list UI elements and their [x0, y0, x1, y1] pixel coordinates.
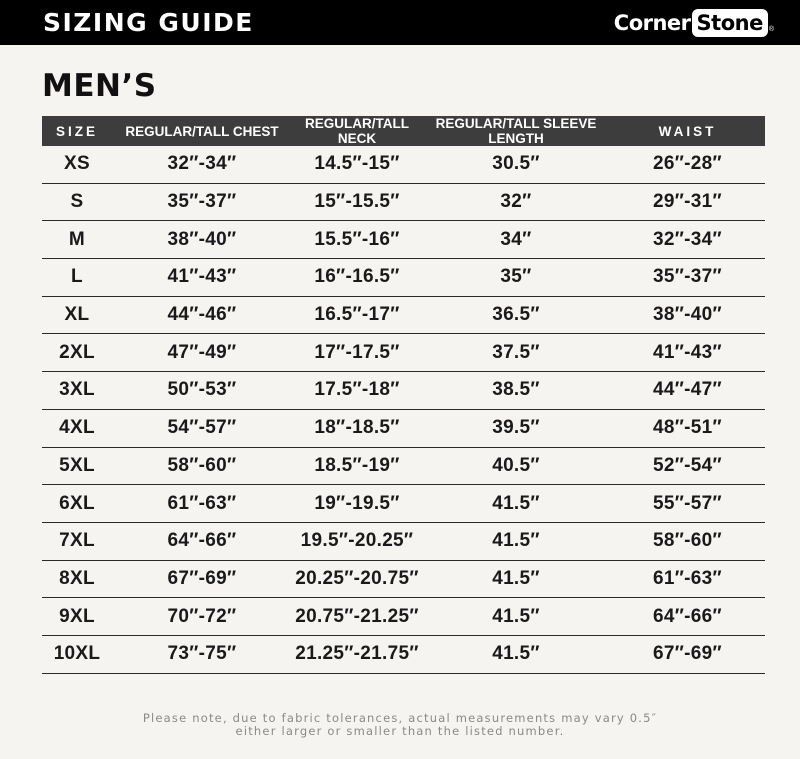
table-row	[42, 372, 765, 410]
cell-neck: 20.75″-21.25″	[292, 598, 422, 636]
cell-chest: 73″-75″	[112, 635, 292, 673]
cell-size: 4XL	[42, 409, 112, 447]
table-row	[42, 183, 765, 221]
cell-neck: 15.5″-16″	[292, 221, 422, 259]
cell-size: 6XL	[42, 485, 112, 523]
cell-chest: 64″-66″	[112, 522, 292, 560]
cell-chest: 54″-57″	[112, 409, 292, 447]
cell-sleeve: 40.5″	[422, 447, 610, 485]
table-row	[42, 334, 765, 372]
table-row	[42, 635, 765, 673]
cell-size: L	[42, 259, 112, 297]
cell-neck: 16.5″-17″	[292, 296, 422, 334]
registered-mark: ®	[768, 26, 774, 33]
column-header-chest: REGULAR/TALL CHEST	[125, 123, 279, 139]
cell-waist: 52″-54″	[610, 447, 765, 485]
cell-waist: 58″-60″	[610, 522, 765, 560]
cell-waist: 41″-43″	[610, 334, 765, 372]
column-header-waist: WAIST	[658, 123, 717, 139]
cell-size: 5XL	[42, 447, 112, 485]
cell-size: XL	[42, 296, 112, 334]
cell-neck: 17.5″-18″	[292, 372, 422, 410]
table-row	[42, 221, 765, 259]
cell-size: XS	[42, 146, 112, 183]
cell-neck: 17″-17.5″	[292, 334, 422, 372]
cell-waist: 67″-69″	[610, 635, 765, 673]
cell-size: S	[42, 183, 112, 221]
cell-chest: 70″-72″	[112, 598, 292, 636]
cell-chest: 32″-34″	[112, 146, 292, 183]
cell-waist: 38″-40″	[610, 296, 765, 334]
footnote-line-2: either larger or smaller than the listed number.	[235, 724, 565, 738]
cell-waist: 26″-28″	[610, 146, 765, 183]
cell-sleeve: 41.5″	[422, 522, 610, 560]
cell-neck: 20.25″-20.75″	[292, 560, 422, 598]
cell-chest: 47″-49″	[112, 334, 292, 372]
cell-size: 9XL	[42, 598, 112, 636]
top-bar	[0, 0, 800, 45]
cell-chest: 44″-46″	[112, 296, 292, 334]
cell-sleeve: 35″	[422, 259, 610, 297]
cell-waist: 32″-34″	[610, 221, 765, 259]
table-row	[42, 522, 765, 560]
cell-waist: 55″-57″	[610, 485, 765, 523]
cell-neck: 15″-15.5″	[292, 183, 422, 221]
brand-logo	[614, 8, 774, 37]
table-row	[42, 146, 765, 183]
cell-size: 10XL	[42, 635, 112, 673]
cell-neck: 18.5″-19″	[292, 447, 422, 485]
cell-chest: 58″-60″	[112, 447, 292, 485]
cell-sleeve: 41.5″	[422, 485, 610, 523]
cell-chest: 38″-40″	[112, 221, 292, 259]
footnote-line-1: Please note, due to fabric tolerances, actual measurements may vary 0.5″	[142, 711, 658, 725]
cell-neck: 19″-19.5″	[292, 485, 422, 523]
cell-sleeve: 34″	[422, 221, 610, 259]
table-row	[42, 560, 765, 598]
cell-sleeve: 36.5″	[422, 296, 610, 334]
table-row	[42, 409, 765, 447]
table-row	[42, 485, 765, 523]
table-row	[42, 296, 765, 334]
cell-sleeve: 41.5″	[422, 598, 610, 636]
logo-text-stone: Stone	[692, 9, 768, 37]
column-header-sleeve: REGULAR/TALL SLEEVE LENGTH	[435, 116, 597, 146]
table-row	[42, 598, 765, 636]
cell-chest: 50″-53″	[112, 372, 292, 410]
cell-sleeve: 39.5″	[422, 409, 610, 447]
page-title: SIZING GUIDE	[43, 8, 254, 37]
table-row	[42, 447, 765, 485]
section-heading: MEN’S	[42, 68, 157, 104]
cell-waist: 64″-66″	[610, 598, 765, 636]
cell-waist: 29″-31″	[610, 183, 765, 221]
cell-sleeve: 37.5″	[422, 334, 610, 372]
sizing-table	[42, 116, 765, 674]
cell-sleeve: 32″	[422, 183, 610, 221]
column-header-size: SIZE	[55, 123, 98, 139]
cell-neck: 14.5″-15″	[292, 146, 422, 183]
cell-neck: 16″-16.5″	[292, 259, 422, 297]
cell-sleeve: 41.5″	[422, 560, 610, 598]
cell-size: M	[42, 221, 112, 259]
table-row	[42, 259, 765, 297]
cell-size: 8XL	[42, 560, 112, 598]
logo-text-corner: Corner	[613, 10, 691, 35]
cell-size: 3XL	[42, 372, 112, 410]
table-body	[42, 146, 765, 673]
cell-neck: 21.25″-21.75″	[292, 635, 422, 673]
cell-neck: 19.5″-20.25″	[292, 522, 422, 560]
cell-sleeve: 30.5″	[422, 146, 610, 183]
cell-chest: 41″-43″	[112, 259, 292, 297]
cell-chest: 67″-69″	[112, 560, 292, 598]
cell-waist: 44″-47″	[610, 372, 765, 410]
cell-neck: 18″-18.5″	[292, 409, 422, 447]
cell-waist: 35″-37″	[610, 259, 765, 297]
cell-size: 2XL	[42, 334, 112, 372]
cell-waist: 48″-51″	[610, 409, 765, 447]
column-header-neck: REGULAR/TALL NECK	[305, 116, 409, 146]
cell-sleeve: 41.5″	[422, 635, 610, 673]
table-header-row	[42, 116, 765, 146]
cell-waist: 61″-63″	[610, 560, 765, 598]
cell-chest: 35″-37″	[112, 183, 292, 221]
cell-sleeve: 38.5″	[422, 372, 610, 410]
footnote	[0, 712, 800, 738]
cell-chest: 61″-63″	[112, 485, 292, 523]
cell-size: 7XL	[42, 522, 112, 560]
